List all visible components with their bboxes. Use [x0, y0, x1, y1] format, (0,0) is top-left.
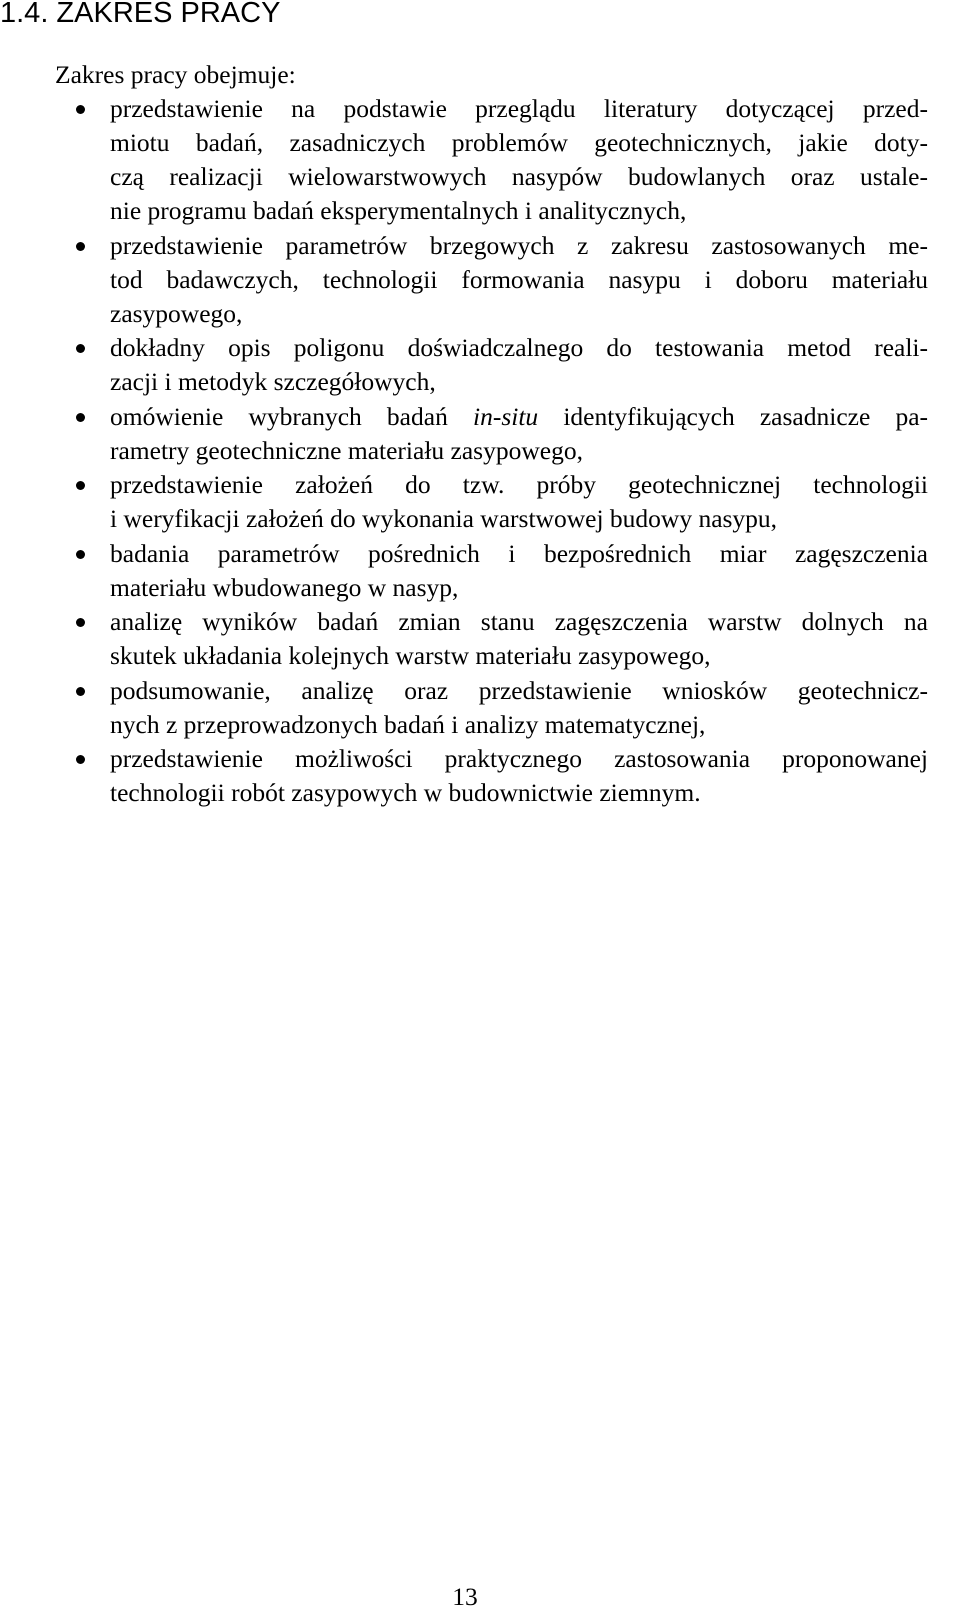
text-segment: identyfikujących zasadnicze pa- [563, 401, 929, 431]
list-item [110, 742, 928, 810]
text-line: technologii robót zasypowych w budownictwie ziemnym. [110, 778, 701, 807]
list-item [110, 92, 928, 228]
text-line: przedstawienie na podstawie przeglądu literatury dotyczącej przed- [110, 94, 928, 123]
list-item [110, 331, 928, 399]
text-line: i weryfikacji założeń do wykonania warstwowej budowy nasypu, [110, 504, 778, 533]
text-line: nie programu badań eksperymentalnych i analitycznych, [110, 196, 687, 225]
text-line: zasypowego, [110, 298, 243, 328]
bullet-icon [76, 105, 85, 114]
list-item [110, 605, 928, 673]
text-line: podsumowanie, analizę oraz przedstawienie wniosków geotechnicz- [110, 675, 928, 705]
list-item [110, 537, 928, 605]
text-line: przedstawienie parametrów brzegowych z zakresu zastosowanych me- [110, 230, 928, 260]
bullet-icon [76, 413, 85, 422]
text-line: analizę wyników badań zmian stanu zagęszczenia warstw dolnych na [110, 607, 928, 636]
list-item [110, 674, 928, 742]
bullet-icon [76, 550, 85, 559]
text-line: nych z przeprowadzonych badań i analizy matematycznej, [110, 709, 706, 739]
intro-text: Zakres pracy obejmuje: [55, 60, 296, 89]
text-line [110, 400, 928, 434]
text-line: badania parametrów pośrednich i bezpośrednich miar zagęszczenia [110, 538, 928, 568]
text-line: czą realizacji wielowarstwowych nasypów budowlanych oraz ustale- [110, 162, 928, 191]
text-line: rametry geotechniczne materiału zasypowego, [110, 435, 583, 465]
text-segment: omówienie wybranych badań [110, 401, 448, 431]
bullet-icon [76, 755, 85, 764]
page-number: 13 [452, 1582, 478, 1611]
bullet-icon [76, 687, 85, 696]
scope-list [110, 92, 928, 811]
text-line: tod badawczych, technologii formowania nasypu i doboru materiału [110, 264, 928, 294]
text-line: przedstawienie założeń do tzw. próby geotechnicznej technologii [110, 470, 928, 499]
list-item [110, 229, 928, 331]
bullet-icon [76, 481, 85, 490]
list-item [110, 400, 928, 468]
text-line: miotu badań, zasadniczych problemów geotechnicznych, jakie doty- [110, 128, 928, 157]
italic-term: in-situ [473, 401, 539, 431]
text-line: zacji i metodyk szczegółowych, [110, 367, 436, 396]
text-line: dokładny opis poligonu doświadczalnego do testowania metod reali- [110, 333, 928, 362]
list-item [110, 468, 928, 536]
text-line: materiału wbudowanego w nasyp, [110, 572, 459, 602]
text-line: skutek układania kolejnych warstw materiału zasypowego, [110, 641, 711, 670]
section-heading: 1.4. ZAKRES PRACY [0, 0, 281, 29]
text-line: przedstawienie możliwości praktycznego zastosowania proponowanej [110, 744, 928, 773]
bullet-icon [76, 242, 85, 251]
bullet-icon [76, 344, 85, 353]
bullet-icon [76, 618, 85, 627]
